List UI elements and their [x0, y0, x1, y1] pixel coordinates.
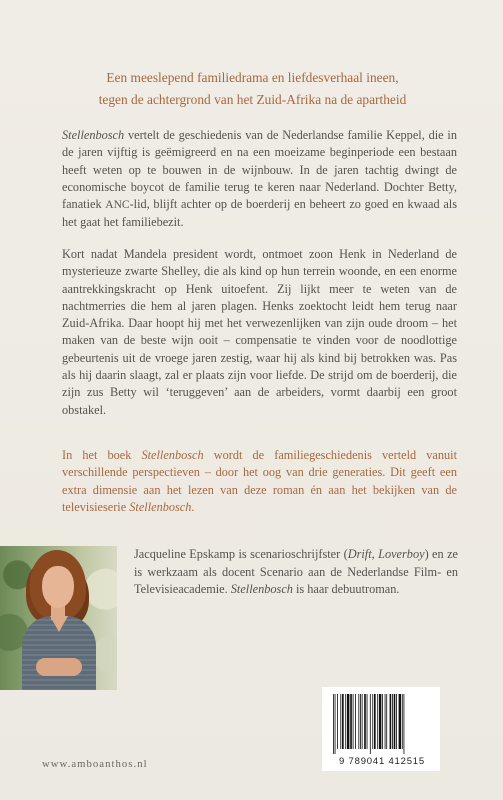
author-photo [0, 546, 117, 690]
author-bio-text-a: Jacqueline Epskamp is scenarioschrijfster ( [134, 547, 348, 561]
barcode-bar [390, 694, 392, 749]
barcode-bar [342, 694, 344, 749]
book-title-italic: Stellenbosch [141, 448, 204, 462]
barcode-bar [364, 694, 366, 749]
barcode-bar [340, 694, 341, 749]
isbn-number: 9 789041 412515 [339, 756, 425, 767]
author-bio-text-c: is haar debuutroman. [292, 582, 400, 597]
author-works-italic: Drift, Loverboy [347, 547, 425, 561]
photo-face [42, 566, 74, 608]
barcode-bar [402, 694, 403, 749]
barcode-bar [379, 694, 381, 749]
book-title-italic: Stellenbosch [230, 582, 293, 597]
anc-acronym: ANC [105, 199, 130, 212]
synopsis-paragraph-1 [62, 127, 457, 232]
barcode-box [322, 687, 440, 771]
author-bio-text-b: ) en ze is werkzaam als docent Scenario aan de Nederlandse Film- en Televisieacademie. [134, 547, 458, 597]
barcode-bar [382, 694, 383, 749]
barcode-bar [404, 694, 405, 754]
barcode-bar [360, 694, 361, 749]
barcode-bar [377, 694, 378, 749]
author-bio [134, 546, 458, 599]
barcode-bar [355, 694, 356, 749]
barcode-bar [353, 694, 354, 749]
tagline [40, 67, 465, 111]
barcode-bar [335, 694, 336, 754]
barcode-bar [333, 694, 334, 754]
barcode-bar [337, 694, 338, 749]
barcode-bar [394, 694, 396, 749]
barcode-bar [347, 694, 349, 749]
paragraph-1-text-b: -lid, blijft achter op de boerderij en beheert zo goed en kwaad als het gaat het familiebezit. [62, 197, 457, 230]
tagline-line-1: Een meeslepend familiedrama en liefdesverhaal ineen, [106, 70, 399, 85]
barcode-bar [345, 694, 346, 749]
barcode-bar [386, 694, 387, 749]
barcode-bar [370, 694, 371, 754]
paragraph-1-text-a: vertelt de geschiedenis van de Nederlandse familie Keppel, die in de jaren vijftig is geëmigreerd en na een moeizame beginperiode een bestaan heeft weten op te bouwen in de wijnbouw. In de jaren tachtig dwingt de economische boycot de familie terug te keren naar Nederland. Dochter Betty, fanatiek [62, 128, 457, 212]
series-title-italic: Stellenbosch [129, 499, 192, 514]
synopsis-paragraph-2: Kort nadat Mandela president wordt, ontmoet zoon Henk in Nederland de mysterieuze zwarte Shelley, die als kind op hun terrein woonde, en een enorme aantrekkingskracht op Henk uitoefent. Zij lijkt meer te weten van de nachtmerries die hem al jaren plagen. Henks zoektocht leidt hem terug naar Zuid-Afrika. Daar hoopt hij met het verwezenlijken van zijn oude droom – het maken van de beste wijn ooit – compensatie te vinden voor de noodlottige gebeurtenis uit de vroege jaren zestig, waar hij als kind bij betrokken was. Pas als hij daarin slaagt, zal er plaats zijn voor liefde. De strijd om de boerderij, die zijn zus Betty wil ‘teruggeven’ aan de arbeiders, vormt daarbij een groot obstakel. [62, 247, 457, 417]
barcode-bar [396, 694, 397, 749]
barcode-bar [362, 694, 363, 749]
book-title-italic: Stellenbosch [62, 128, 125, 142]
barcode-bar [374, 694, 376, 749]
barcode-bars [332, 694, 430, 754]
synopsis-paragraph-3 [62, 447, 457, 516]
paragraph-3-text-b: wordt de familiegeschiedenis verteld vanuit verschillende perspectieven – door het oog van drie generaties. Dit geeft een extra dimensie aan het lezen van deze roman én aan het bekijken van de televisieserie [62, 448, 457, 514]
barcode-bar [350, 694, 352, 749]
tagline-line-2: tegen de achtergrond van het Zuid-Afrika na de apartheid [98, 92, 407, 107]
paragraph-3-text-c: . [191, 499, 195, 514]
publisher-website: www.amboanthos.nl [42, 758, 148, 770]
barcode-bar [358, 694, 359, 749]
barcode-bar [367, 694, 368, 749]
barcode-bar [372, 694, 373, 749]
barcode-bar [385, 694, 386, 749]
photo-folded-arms [36, 658, 82, 676]
barcode-bar [399, 694, 401, 749]
barcode-bar [392, 694, 393, 749]
paragraph-3-text-a: In het boek [62, 448, 142, 462]
